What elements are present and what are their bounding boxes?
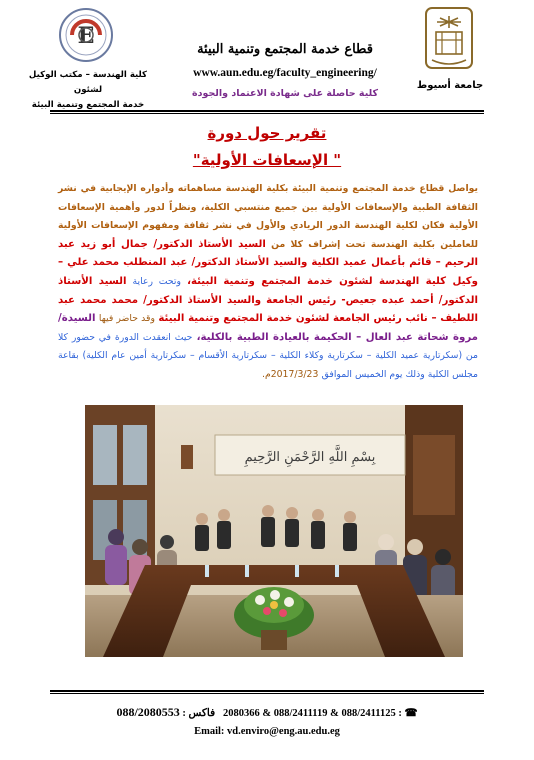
report-subtitle: " الإسعافات الأولية" bbox=[192, 151, 342, 169]
accreditation-note: كلية حاصلة على شهادة الاعتماد والجودة bbox=[192, 88, 378, 99]
lecturer-intro: وقد حاضر فيها bbox=[98, 313, 155, 325]
header-rule-thin bbox=[50, 113, 484, 114]
faculty-url[interactable]: www.aun.edu.eg/faculty_engineering/ bbox=[193, 67, 377, 79]
lecturer-name: السيدة/ مروة شحاتة عبد العال – الحكيمة بالعيادة الطبية بالكلية، bbox=[58, 313, 478, 343]
faculty-logo bbox=[55, 6, 117, 64]
training-session-photo bbox=[85, 405, 463, 657]
patronage-text: وتحت رعاية bbox=[132, 275, 181, 287]
wall-inscription: بِسْمِ اللَّهِ الرَّحْمَنِ الرَّحِيمِ bbox=[244, 450, 376, 465]
fax-label: فاكس : bbox=[182, 708, 216, 719]
fax-number: 088/2080553 bbox=[116, 705, 180, 719]
office-line-2: خدمة المجتمع وتنمية البيئة bbox=[31, 100, 145, 110]
header-rule bbox=[50, 110, 484, 112]
supervisors-names: السيد الأستاذ الدكتور/ جمال أبو زيد عبد الرحيم – قائم بأعمال عميد الكلية والسيد الأستاذ الدكتور/ عبد المنطلب محمد علي – وكيل كلية الهندسة لشئون خدمة المجتمع وتنمية البيئة، bbox=[58, 238, 478, 287]
contact-email[interactable]: Email: vd.enviro@eng.au.edu.eg bbox=[194, 726, 340, 737]
footer-rule bbox=[50, 690, 484, 692]
report-title: تقرير حول دورة bbox=[207, 124, 327, 142]
attendance-text: حيث انعقدت الدورة في حضور كلا من (سكرتارية عميد الكلية – سكرتارية وكلاء الكلية – سكرتارية الأقسام – سكرتارية أمين عام الكلية) بقاعة مجلس الكلية وذلك يوم الخميس الموافق bbox=[58, 331, 478, 380]
intro-text: يواصل قطاع خدمة المجتمع وتنمية البيئة بكلية الهندسة مساهماته وأدواره الإيجابية في نشر الثقافة الطبية والإسعافات الأولية بين جميع منتسبي الكلية، ونظراً لدور وأهمية الإسعافات الأولية فكان لكلية الهندسة الدور الريادي والأول في نشر ثقافة ومفهوم الإسعافات الأولية للعاملين بكلية الهندسة تحت إشراف كلا من bbox=[58, 183, 478, 250]
svg-text:E: E bbox=[77, 23, 95, 49]
contact-phones bbox=[60, 705, 474, 720]
session-date: 2017/3/23م. bbox=[261, 368, 319, 380]
patrons-names: السيد الأستاذ الدكتور/ أحمد عبده جعيص- رئيس الجامعة والسيد الأستاذ الدكتور/ محمد محمد عبد اللطيف – نائب رئيس الجامعة لشئون خدمة المجتمع وتنمية البيئة bbox=[58, 275, 478, 325]
phone-numbers: ☎ : 088/2411125 & 088/2411119 & 2080366 bbox=[223, 708, 418, 719]
office-name bbox=[18, 68, 158, 113]
report-paragraph bbox=[58, 180, 478, 385]
university-name: جامعة أسيوط bbox=[416, 80, 484, 91]
footer-rule-thin bbox=[50, 693, 484, 694]
office-line-1: كلية الهندسة – مكتب الوكيل لشئون bbox=[28, 70, 148, 95]
university-logo bbox=[424, 6, 474, 78]
sector-title: قطاع خدمة المجتمع وتنمية البيئة bbox=[197, 42, 373, 57]
